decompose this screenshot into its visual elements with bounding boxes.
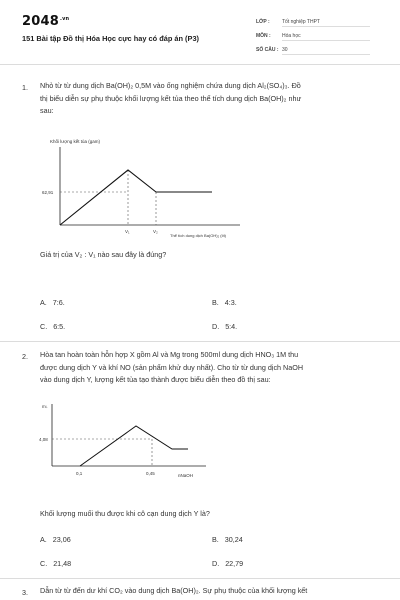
question-2-chart: [36, 398, 216, 488]
q2-chart-line: [80, 426, 188, 466]
question-1-line-3: sau:: [40, 106, 54, 115]
question-1-line-2: thị biểu diễn sự phụ thuộc khối lượng kết tủa theo thể tích dung dịch Ba(OH)₂ như: [40, 93, 302, 103]
question-3-line-1: Dẫn từ từ đến dư khí CO₂ vào dung dịch Ba(OH)₂. Sự phụ thuộc của khối lượng kết: [40, 586, 308, 595]
question-divider-1: [0, 341, 400, 342]
q2-chart-xlabel: nNaOH: [178, 473, 194, 478]
q1-option-c[interactable]: C. 6:5.: [40, 322, 66, 331]
q2-option-d[interactable]: D. 22,79: [212, 559, 244, 568]
q2-chart-ytick: 4,08: [39, 437, 48, 442]
q2-chart-ylabel: m↓: [42, 404, 48, 409]
question-1-line-1: Nhỏ từ từ dung dịch Ba(OH)₂ 0,5M vào ống nghiệm chứa dung dịch Al₂(SO₄)₃. Đồ: [40, 81, 301, 90]
meta-question-count: SỐ CÂU : 30: [256, 47, 370, 55]
q2-option-a[interactable]: A. 23,06: [40, 535, 71, 544]
question-divider-2: [0, 578, 400, 579]
q1-chart-ytick: 62,91: [42, 190, 54, 195]
question-2-line-1: Hòa tan hoàn toàn hỗn hợp X gồm Al và Mg trong 500ml dung dịch HNO₃ 1M thu: [40, 350, 299, 359]
q2-option-c[interactable]: C. 21,48: [40, 559, 72, 568]
question-2-prompt: Khối lượng muối thu được khi cô cạn dung dịch Y là?: [40, 509, 210, 518]
q1-option-b[interactable]: B. 4:3.: [212, 298, 237, 307]
meta-grade: LỚP : Tốt nghiệp THPT: [256, 19, 370, 27]
q1-option-a[interactable]: A. 7:6.: [40, 298, 65, 307]
q1-chart-line: [60, 170, 212, 225]
header-divider: [0, 64, 400, 65]
q2-chart-x1: 0,1: [76, 471, 83, 476]
q1-chart-x1: V₁: [125, 229, 130, 234]
site-logo[interactable]: $2048^{.vn}$: [22, 14, 70, 29]
q2-option-b[interactable]: B. 30,24: [212, 535, 243, 544]
question-1-prompt: Giá trị của V₂ : V₁ nào sau đây là đúng?: [40, 250, 167, 259]
question-2-number: 2.: [22, 352, 28, 361]
question-1-stem: [40, 80, 380, 118]
document-title: 151 Bài tập Đồ thị Hóa Học cực hay có đáp án (P3): [22, 34, 200, 43]
question-2-line-2: được dung dịch Y và khí NO (sản phẩm khử duy nhất). Cho từ từ dung dịch NaOH: [40, 362, 304, 372]
q1-chart-xlabel: Thể tích dung dịch Ba(OH)₂ (lít): [170, 233, 227, 238]
q2-chart-x2: 0,45: [146, 471, 155, 476]
meta-subject: MÔN : Hóa học: [256, 33, 370, 41]
q1-option-d[interactable]: D. 5:4.: [212, 322, 238, 331]
question-1-number: 1.: [22, 83, 28, 92]
q1-chart-x2: V₂: [153, 229, 158, 234]
q1-chart-ylabel: Khối lượng kết tủa (gam): [50, 139, 100, 144]
question-1-chart: [40, 133, 280, 245]
question-3-number: 3.: [22, 588, 28, 597]
question-2-stem: [40, 349, 380, 387]
question-2-line-3: vào dung dịch Y, lượng kết tủa tạo thành được biểu diễn theo đồ thị sau:: [40, 375, 271, 384]
